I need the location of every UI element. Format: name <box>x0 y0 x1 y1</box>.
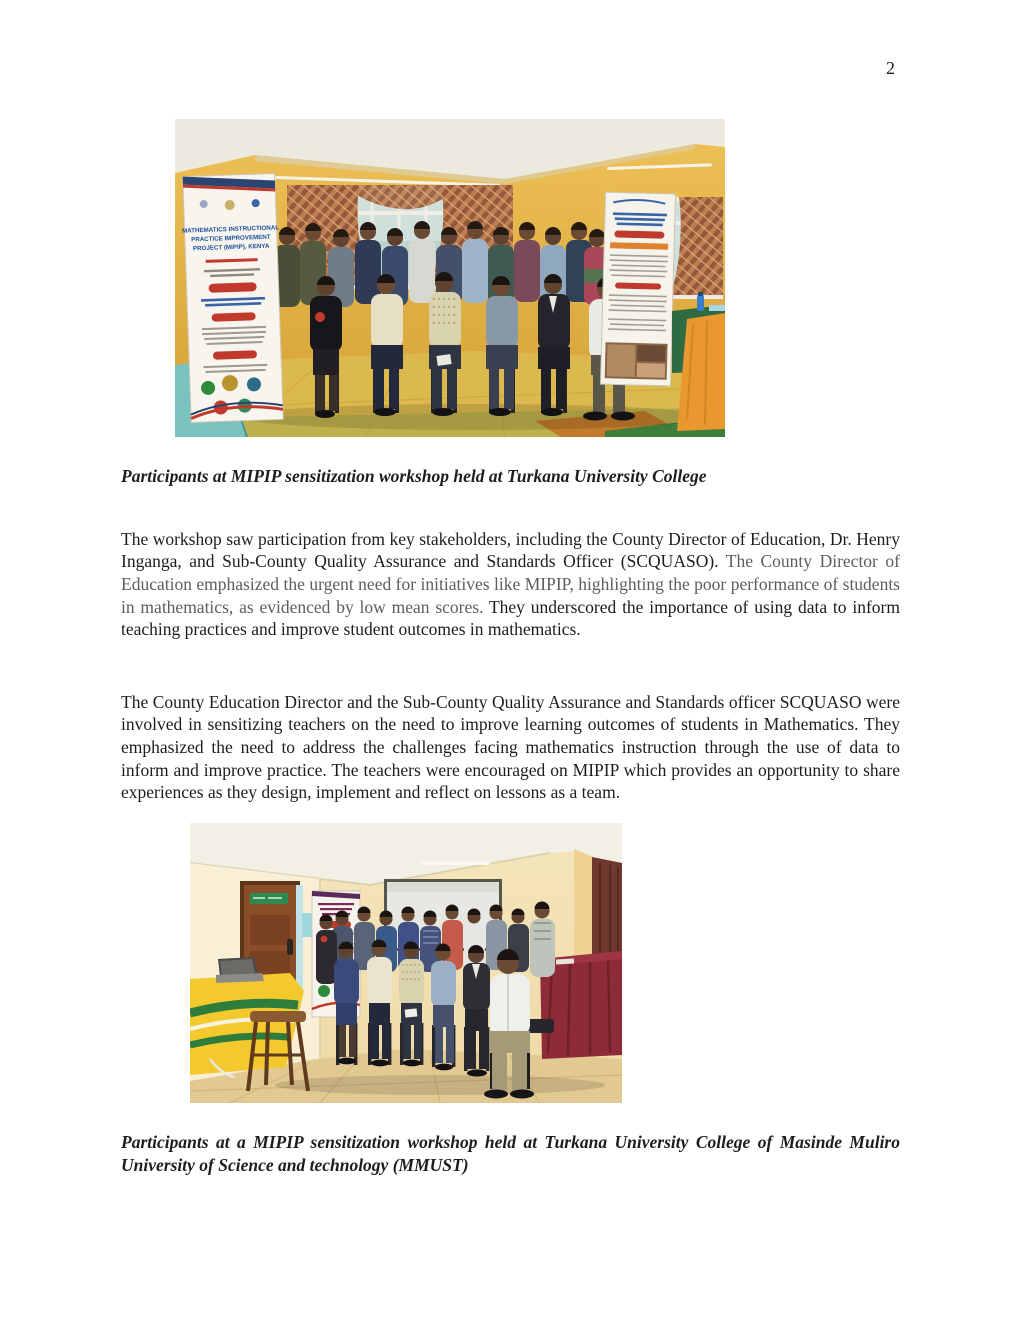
workshop-photo-1-illustration <box>175 119 725 437</box>
paragraph-1-black-lead: The workshop saw participation from key stakeholders, including the County Director of Education, Dr. Henry Inganga, and Sub-County Quality Assurance and Standards Officer (SCQUASO). <box>121 528 900 572</box>
paragraph-1-black-tail: They underscored the importance of using data to inform teaching practices and improve student outcomes in mathematics. <box>121 596 900 640</box>
figure1-caption: Participants at MIPIP sensitization workshop held at Turkana University College <box>121 466 707 486</box>
paragraph-1-gray-segment: The County Director of Education emphasized the urgent need for initiatives like MIPIP, highlighting the poor performance of students in mathematics, as evidenced by low mean scores. <box>121 551 901 617</box>
paragraph-1 <box>121 528 900 642</box>
workshop-photo-2 <box>190 823 622 1103</box>
workshop-photo-1 <box>175 119 725 437</box>
mipip-banner-left <box>180 173 286 422</box>
mipip-banner-right <box>600 192 675 386</box>
paragraph-2 <box>121 691 900 805</box>
figure2-caption: Participants at a MIPIP sensitization workshop held at Turkana University College of Masinde Muliro University of Science and technology (MMUST) <box>121 1132 900 1175</box>
paragraph-2-text: The County Education Director and the Sub-County Quality Assurance and Standards officer SCQUASO were involved in sensitizing teachers on the need to improve learning outcomes of students in Mathematics. They emphasized the need to address the challenges facing mathematics instruction through the use of data to inform and improve practice. The teachers were encouraged on MIPIP which provides an opportunity to share experiences as they design, implement and reflect on lessons as a team. <box>121 691 900 803</box>
page-number: 2 <box>886 58 895 78</box>
svg-text:PROJECT (MIPIP), KENYA: PROJECT (MIPIP), KENYA <box>192 242 270 253</box>
svg-text:MATHEMATICS INSTRUCTIONAL: MATHEMATICS INSTRUCTIONAL <box>181 224 280 235</box>
workshop-photo-2-illustration <box>190 823 622 1103</box>
svg-text:PRACTICE IMPROVEMENT: PRACTICE IMPROVEMENT <box>191 233 271 244</box>
side-table <box>672 292 725 431</box>
